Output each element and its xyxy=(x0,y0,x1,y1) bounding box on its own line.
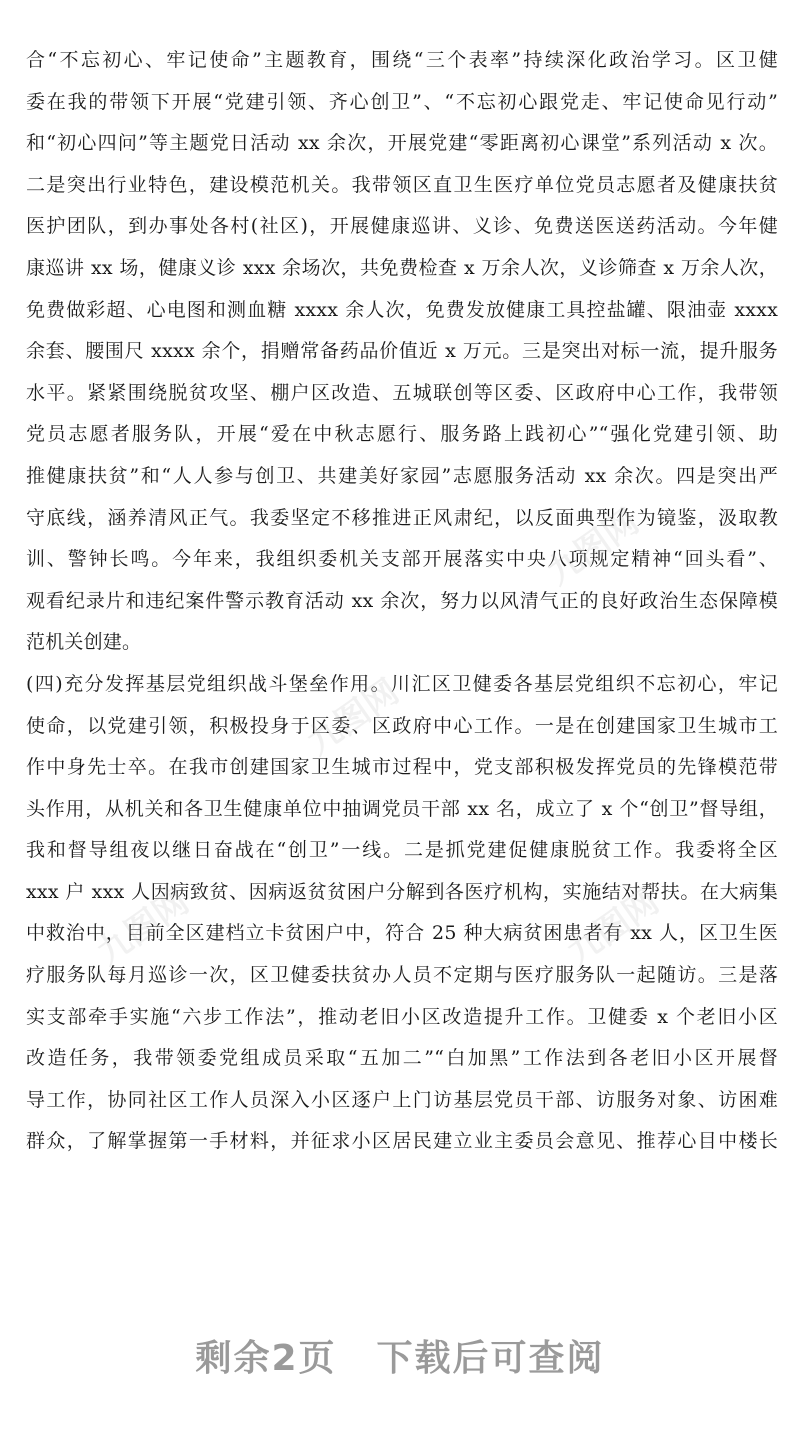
document-line: 推健康扶贫”和“人人参与创卫、共建美好家园”志愿服务活动 xx 余次。四是突出严 xyxy=(26,464,778,487)
watermark: 九图网 xyxy=(539,501,647,594)
document-line: 守底线，涵养清风正气。我委坚定不移推进正风肃纪，以反面典型作为镜鉴，汲取教 xyxy=(26,506,778,529)
document-line: 康巡讲 xx 场，健康义诊 xxx 余场次，共免费检查 x 万余人次，义诊筛查 x 万余人次， xyxy=(26,256,778,279)
document-line: 我和督导组夜以继日奋战在“创卫”一线。二是抓党建促健康脱贫工作。我委将全区 xyxy=(26,839,778,862)
document-line: 水平。紧紧围绕脱贫攻坚、棚户区改造、五城联创等区委、区政府中心工作，我带领 xyxy=(26,381,778,404)
document-line: 和“初心四问”等主题党日活动 xx 余次，开展党建“零距离初心课堂”系列活动 x 次。 xyxy=(26,132,778,155)
document-line: 头作用，从机关和各卫生健康单位中抽调党员干部 xx 名，成立了 x 个“创卫”督导组， xyxy=(26,797,778,820)
document-line: 改造任务，我带领委党组成员采取“五加二”“白加黑”工作法到各老旧小区开展督 xyxy=(26,1047,778,1070)
document-line: 委在我的带领下开展“党建引领、齐心创卫”、“不忘初心跟党走、牢记使命见行动” xyxy=(26,90,778,113)
watermark: 九图网 xyxy=(559,881,667,974)
document-line: 群众，了解掌握第一手材料，并征求小区居民建立业主委员会意见、推荐心目中楼长 xyxy=(26,1130,778,1153)
document-body xyxy=(26,40,778,1163)
document-line: 训、警钟长鸣。今年来，我组织委机关支部开展落实中央八项规定精神“回头看”、 xyxy=(26,548,778,571)
document-line: 中救治中，目前全区建档立卡贫困户中，符合 25 种大病贫困患者有 xx 人，区卫生医 xyxy=(26,922,778,945)
watermark: 九图网 xyxy=(299,671,407,764)
document-line: (四)充分发挥基层党组织战斗堡垒作用。川汇区卫健委各基层党组织不忘初心，牢记 xyxy=(26,672,778,695)
document-line: 党员志愿者服务队，开展“爱在中秋志愿行、服务路上践初心”“强化党建引领、助 xyxy=(26,423,778,446)
document-line: 实支部牵手实施“六步工作法”，推动老旧小区改造提升工作。卫健委 x 个老旧小区 xyxy=(26,1005,778,1028)
remaining-pages-label: 剩余2页 xyxy=(195,1338,337,1379)
document-line: 观看纪录片和违纪案件警示教育活动 xx 余次，努力以风清气正的良好政治生态保障模 xyxy=(26,589,778,612)
document-line: 使命，以党建引领，积极投身于区委、区政府中心工作。一是在创建国家卫生城市工 xyxy=(26,714,778,737)
document-line: 合“不忘初心、牢记使命”主题教育，围绕“三个表率”持续深化政治学习。区卫健 xyxy=(26,49,778,71)
document-line: 范机关创建。 xyxy=(26,631,142,654)
watermark: 九图网 xyxy=(89,881,197,974)
document-line: 免费做彩超、心电图和测血糖 xxxx 余人次，免费发放健康工具控盐罐、限油壶 xxxx xyxy=(26,298,778,321)
document-line: xxx 户 xxx 人因病致贫、因病返贫贫困户分解到各医疗机构，实施结对帮扶。在大病集 xyxy=(26,880,778,903)
document-line: 作中身先士卒。在我市创建国家卫生城市过程中，党支部积极发挥党员的先锋模范带 xyxy=(26,756,778,779)
document-line: 余套、腰围尺 xxxx 余个，捐赠常备药品价值近 x 万元。三是突出对标一流，提升服务 xyxy=(26,340,778,363)
document-line: 疗服务队每月巡诊一次，区卫健委扶贫办人员不定期与医疗服务队一起随访。三是落 xyxy=(26,964,778,987)
download-to-view-label: 下载后可查阅 xyxy=(376,1338,605,1379)
document-line: 导工作，协同社区工作人员深入小区逐户上门访基层党员干部、访服务对象、访困难 xyxy=(26,1088,778,1111)
download-prompt[interactable] xyxy=(0,1330,800,1381)
document-line: 医护团队，到办事处各村(社区)，开展健康巡讲、义诊、免费送医送药活动。今年健 xyxy=(26,215,778,238)
document-line: 二是突出行业特色，建设模范机关。我带领区直卫生医疗单位党员志愿者及健康扶贫 xyxy=(26,173,778,196)
